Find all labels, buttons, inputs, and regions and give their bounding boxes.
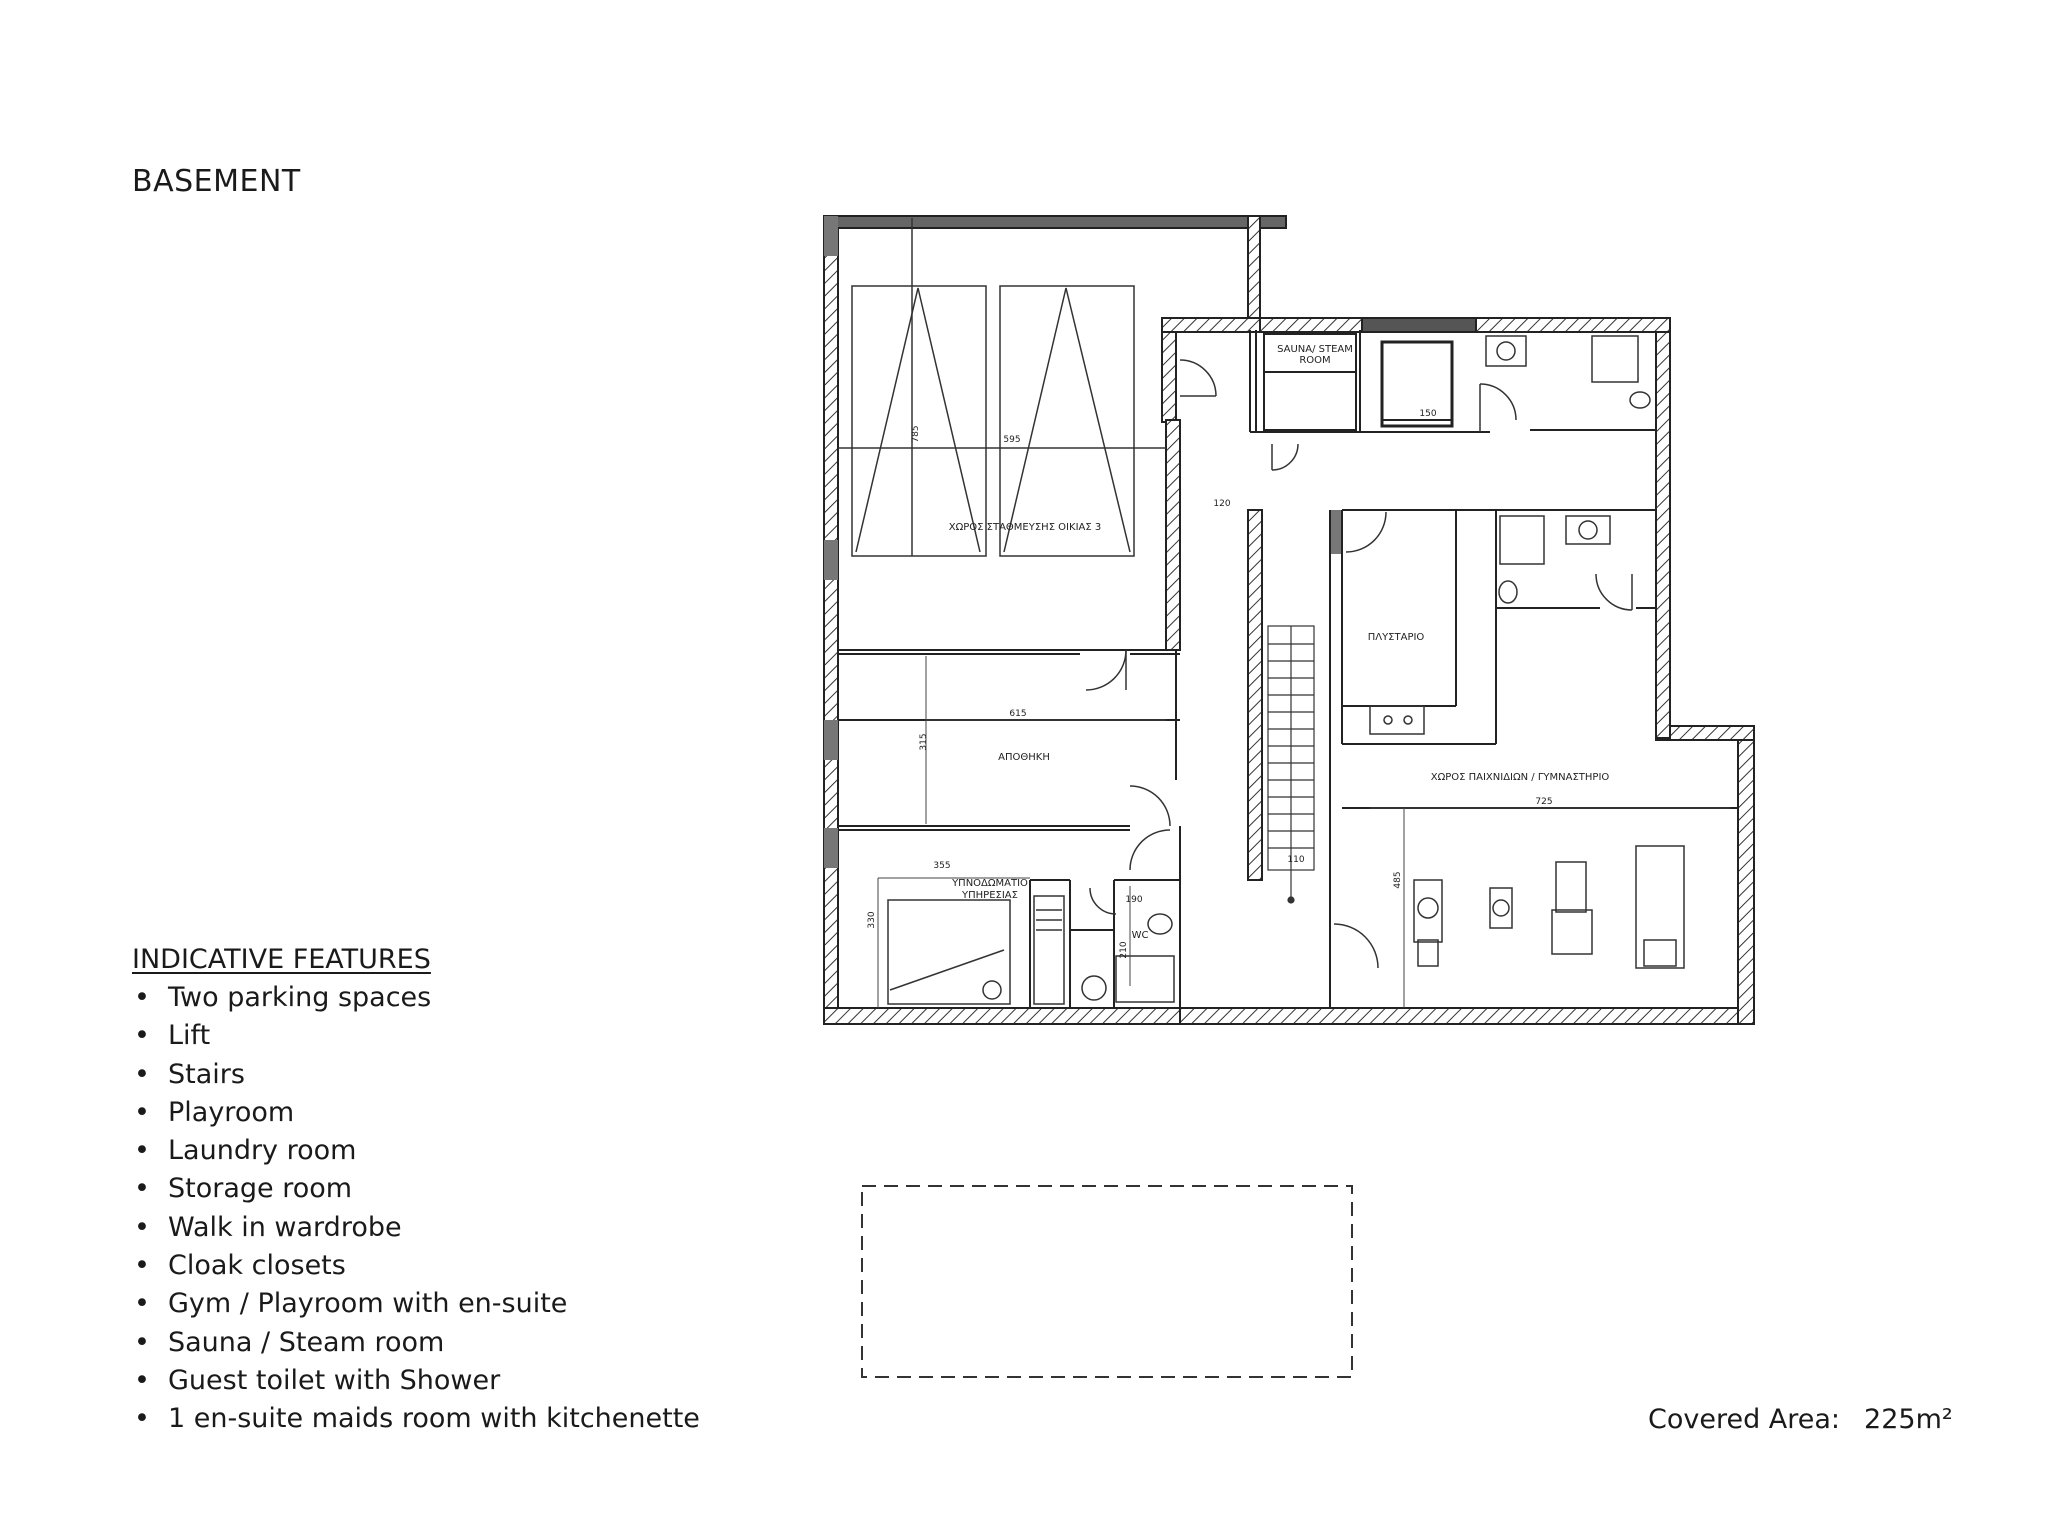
dimension-315: 315 <box>919 733 929 751</box>
dimension-725: 725 <box>1535 797 1553 807</box>
dimension-values <box>867 409 1553 959</box>
gym-equipment <box>1414 846 1684 968</box>
dimension-595: 595 <box>1003 435 1021 445</box>
dimension-210: 210 <box>1119 941 1129 959</box>
feature-item: • Sauna / Steam room <box>132 1324 700 1362</box>
room-labels <box>949 344 1610 941</box>
dimension-190: 190 <box>1125 895 1143 905</box>
room-label-storage: ΑΠΟΘΗΚΗ <box>998 752 1050 763</box>
feature-item: • Cloak closets <box>132 1247 700 1285</box>
structural-columns <box>824 216 1342 868</box>
feature-item: • Two parking spaces <box>132 979 700 1017</box>
dimension-615: 615 <box>1009 709 1027 719</box>
room-label-wc: WC <box>1131 930 1149 941</box>
feature-item: • Gym / Playroom with en-suite <box>132 1285 700 1323</box>
dimension-330: 330 <box>867 911 877 929</box>
covered-area-label: Covered Area: <box>1648 1404 1841 1435</box>
feature-item: • 1 en-suite maids room with kitchenette <box>132 1400 700 1438</box>
dimension-485: 485 <box>1393 871 1403 889</box>
interior-walls <box>838 330 1738 1024</box>
feature-item: • Guest toilet with Shower <box>132 1362 700 1400</box>
room-label-laundry: ΠΛΥΣΤΑΡΙΟ <box>1367 632 1425 643</box>
floor-title: BASEMENT <box>132 164 301 199</box>
feature-item: • Storage room <box>132 1170 700 1208</box>
dimension-785: 785 <box>911 425 921 443</box>
features-list <box>132 944 700 1439</box>
feature-item: • Lift <box>132 1017 700 1055</box>
room-label-sauna-2: ROOM <box>1299 355 1331 366</box>
room-label-maids-1: ΥΠΝΟΔΩΜΑΤΙΟ <box>952 878 1028 889</box>
feature-item: • Stairs <box>132 1056 700 1094</box>
dimension-120: 120 <box>1213 499 1231 509</box>
feature-item: • Playroom <box>132 1094 700 1132</box>
dimension-150: 150 <box>1419 409 1437 419</box>
room-label-parking: ΧΩΡΟΣ ΣΤΑΘΜΕΥΣΗΣ ΟΙΚΙΑΣ 3 <box>948 522 1102 533</box>
room-label-gym: ΧΩΡΟΣ ΠΑΙΧΝΙΔΙΩΝ / ΓΥΜΝΑΣΤΗΡΙΟ <box>1430 772 1610 783</box>
fixtures <box>888 336 1650 1004</box>
room-label-sauna-1: SAUNA/ STEAM <box>1277 344 1353 355</box>
covered-area <box>1648 1404 1953 1435</box>
dimension-110: 110 <box>1287 855 1305 865</box>
dimension-lines <box>878 656 1730 1008</box>
feature-item: • Walk in wardrobe <box>132 1209 700 1247</box>
dashed-outline <box>862 1186 1352 1377</box>
features-heading: INDICATIVE FEATURES <box>132 944 431 975</box>
dimension-355: 355 <box>933 861 951 871</box>
feature-item: • Laundry room <box>132 1132 700 1170</box>
parking-bays <box>838 218 1166 556</box>
covered-area-value: 225m² <box>1864 1404 1953 1435</box>
room-label-maids-2: ΥΠΗΡΕΣΙΑΣ <box>962 890 1018 901</box>
